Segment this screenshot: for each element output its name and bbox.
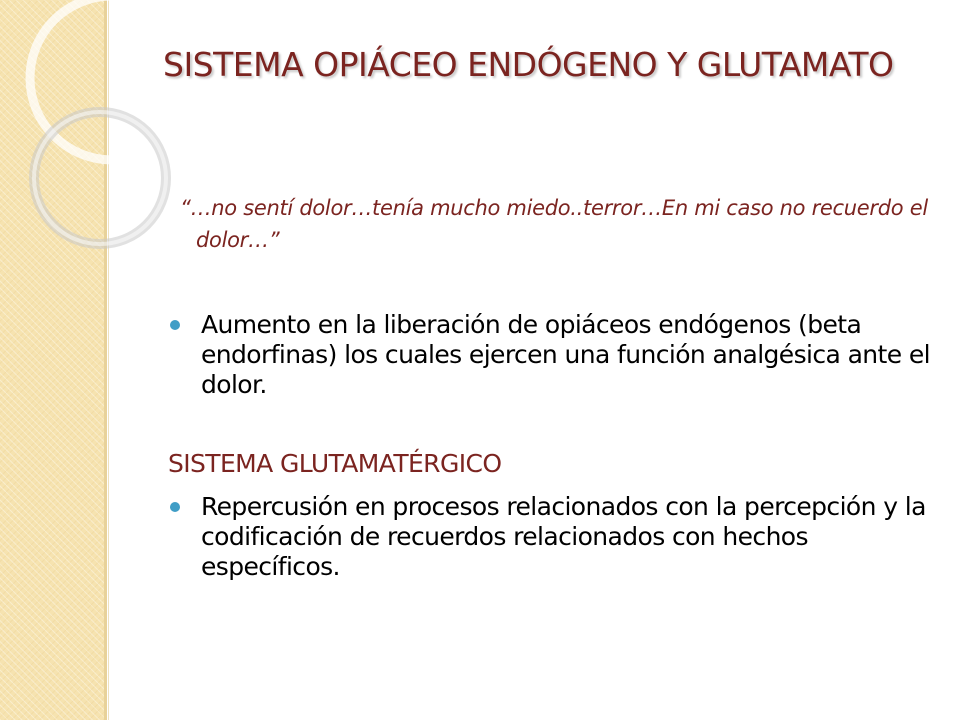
bullet-item-opioids [163,310,933,400]
bullet-text: Aumento en la liberación de opiáceos endógenos (beta endorfinas) los cuales ejercen una función analgésica ante el dolor. [201,310,930,399]
bullet-marker [170,320,180,330]
bullet-text: Repercusión en procesos relacionados con la percepción y la codificación de recuerdos relacionados con hechos específicos. [201,492,926,581]
bullet-marker [170,502,180,512]
bullet-item-glutamate [163,492,933,582]
section-heading-glutamatergic: SISTEMA GLUTAMATÉRGICO [168,449,502,478]
slide-title: SISTEMA OPIÁCEO ENDÓGENO Y GLUTAMATO [163,45,894,84]
decorative-ring-highlight [34,112,166,244]
testimony-quote: “…no sentí dolor…tenía mucho miedo..terror…En mi caso no recuerdo el dolor…” [180,196,928,252]
